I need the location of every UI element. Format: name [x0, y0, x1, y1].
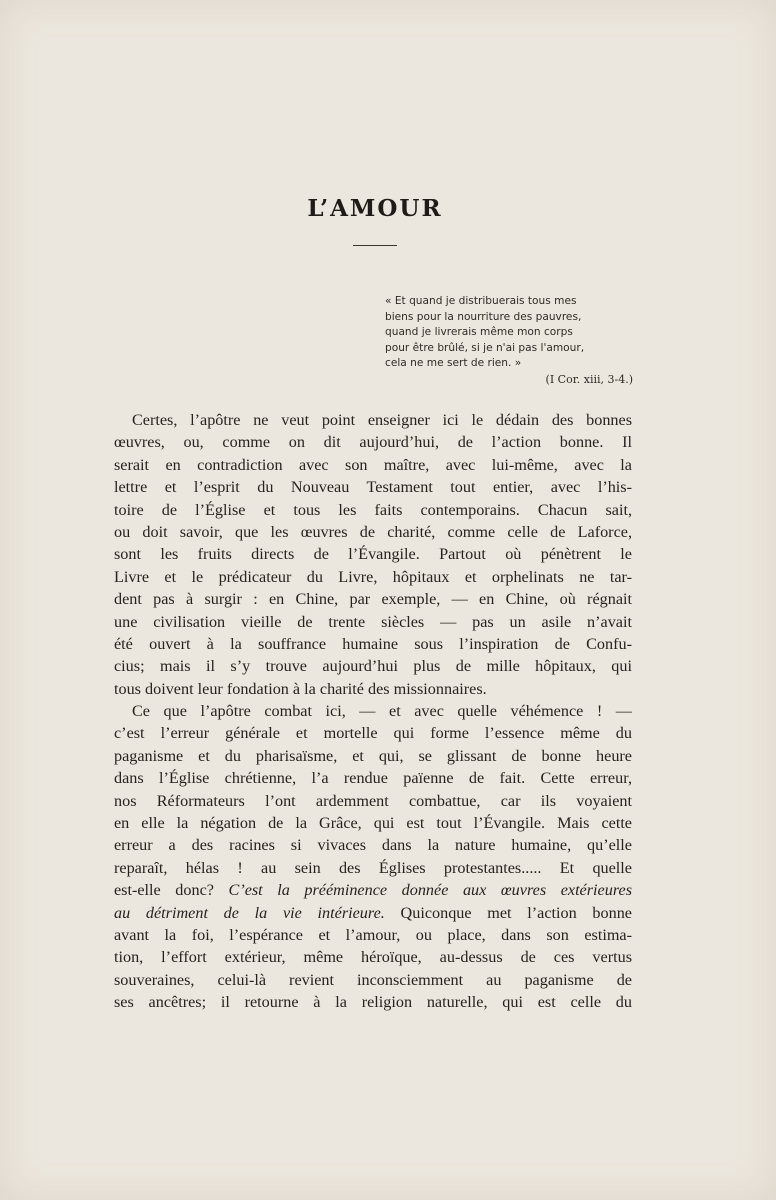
- paragraph-1-line: tous doivent leur fondation à la charité des missionnaires.: [114, 679, 487, 698]
- epigraph-line: cela ne me sert de rien. »: [385, 357, 522, 369]
- paragraph-1-line: ou doit savoir, que les œuvres de charité, comme celle de Laforce,: [114, 522, 632, 541]
- italic-emphasis: C’est la prééminence donnée aux œuvres extérieures: [228, 881, 633, 900]
- paragraph-2-line: Ce que l’apôtre combat ici, — et avec quelle véhémence ! —: [132, 702, 632, 721]
- epigraph-reference: (I Cor. xiii, 3-4.): [545, 372, 633, 386]
- paragraph-1-line: cius; mais il s’y trouve aujourd’hui plus de mille hôpitaux, qui: [114, 657, 632, 676]
- paragraph-2-line-italic: [114, 902, 632, 924]
- paragraph-1-line: Livre et le prédicateur du Livre, hôpitaux et orphelinats ne tar-: [114, 567, 632, 586]
- line-text: est-elle donc?: [114, 881, 229, 900]
- paragraph-2-line: dans l’Église chrétienne, l’a rendue païenne de fait. Cette erreur,: [114, 769, 632, 788]
- epigraph-line: pour être brûlé, si je n'ai pas l'amour,: [385, 341, 585, 354]
- line-text: Quiconque met l’action bonne: [384, 903, 632, 922]
- epigraph: [385, 294, 635, 387]
- paragraph-2-line: ses ancêtres; il retourne à la religion naturelle, qui est celle du: [114, 993, 632, 1012]
- paragraph-1-line: une civilisation vieille de trente siècles — pas un asile n’avait: [114, 612, 632, 631]
- epigraph-line: « Et quand je distribuerais tous mes: [385, 295, 577, 307]
- body-text: [114, 409, 632, 1014]
- paragraph-2-line: tion, l’effort extérieur, même héroïque, au-dessus de ces vertus: [114, 948, 632, 967]
- paragraph-2-line: souveraines, celui-là revient inconsciemment au paganisme de: [114, 970, 632, 989]
- paragraph-2-line: nos Réformateurs l’ont ardemment combattue, car ils voyaient: [114, 791, 632, 810]
- paragraph-1-line: été ouvert à la souffrance humaine sous l’inspiration de Confu-: [114, 634, 632, 653]
- paragraph-2-line-italic: [114, 879, 632, 901]
- paragraph-2-line: erreur a des racines si vivaces dans la nature humaine, qu’elle: [114, 836, 632, 855]
- paragraph-1-line: serait en contradiction avec son maître, avec lui-même, avec la: [114, 455, 632, 474]
- page-title: L’AMOUR: [307, 195, 443, 222]
- paragraph-2-line: avant la foi, l’espérance et l’amour, ou place, dans son estima-: [114, 925, 632, 944]
- epigraph-line: biens pour la nourriture des pauvres,: [385, 310, 582, 323]
- title-divider: [353, 245, 397, 246]
- epigraph-line: quand je livrerais même mon corps: [385, 326, 573, 338]
- paragraph-2-line: paganisme et du pharisaïsme, et qui, se glissant de bonne heure: [114, 746, 632, 765]
- paragraph-1-line: œuvres, ou, comme on dit aujourd’hui, de l’action bonne. Il: [114, 433, 632, 452]
- paragraph-1-line: dent pas à surgir : en Chine, par exemple, — en Chine, où régnait: [114, 590, 632, 609]
- italic-emphasis: au détriment de la vie intérieure.: [114, 903, 385, 922]
- paragraph-2-line: reparaît, hélas ! au sein des Églises protestantes..... Et quelle: [114, 858, 632, 877]
- paragraph-1-line: toire de l’Église et tous les faits contemporains. Chacun sait,: [114, 500, 632, 519]
- paragraph-1-line: lettre et l’esprit du Nouveau Testament tout entier, avec l’his-: [114, 478, 632, 497]
- paragraph-1-line: sont les fruits directs de l’Évangile. Partout où pénètrent le: [114, 545, 632, 564]
- paragraph-2-line: en elle la négation de la Grâce, qui est tout l’Évangile. Mais cette: [114, 814, 632, 833]
- paragraph-2-line: c’est l’erreur générale et mortelle qui forme l’essence même du: [114, 724, 632, 743]
- paragraph-1-line: Certes, l’apôtre ne veut point enseigner ici le dédain des bonnes: [132, 411, 632, 429]
